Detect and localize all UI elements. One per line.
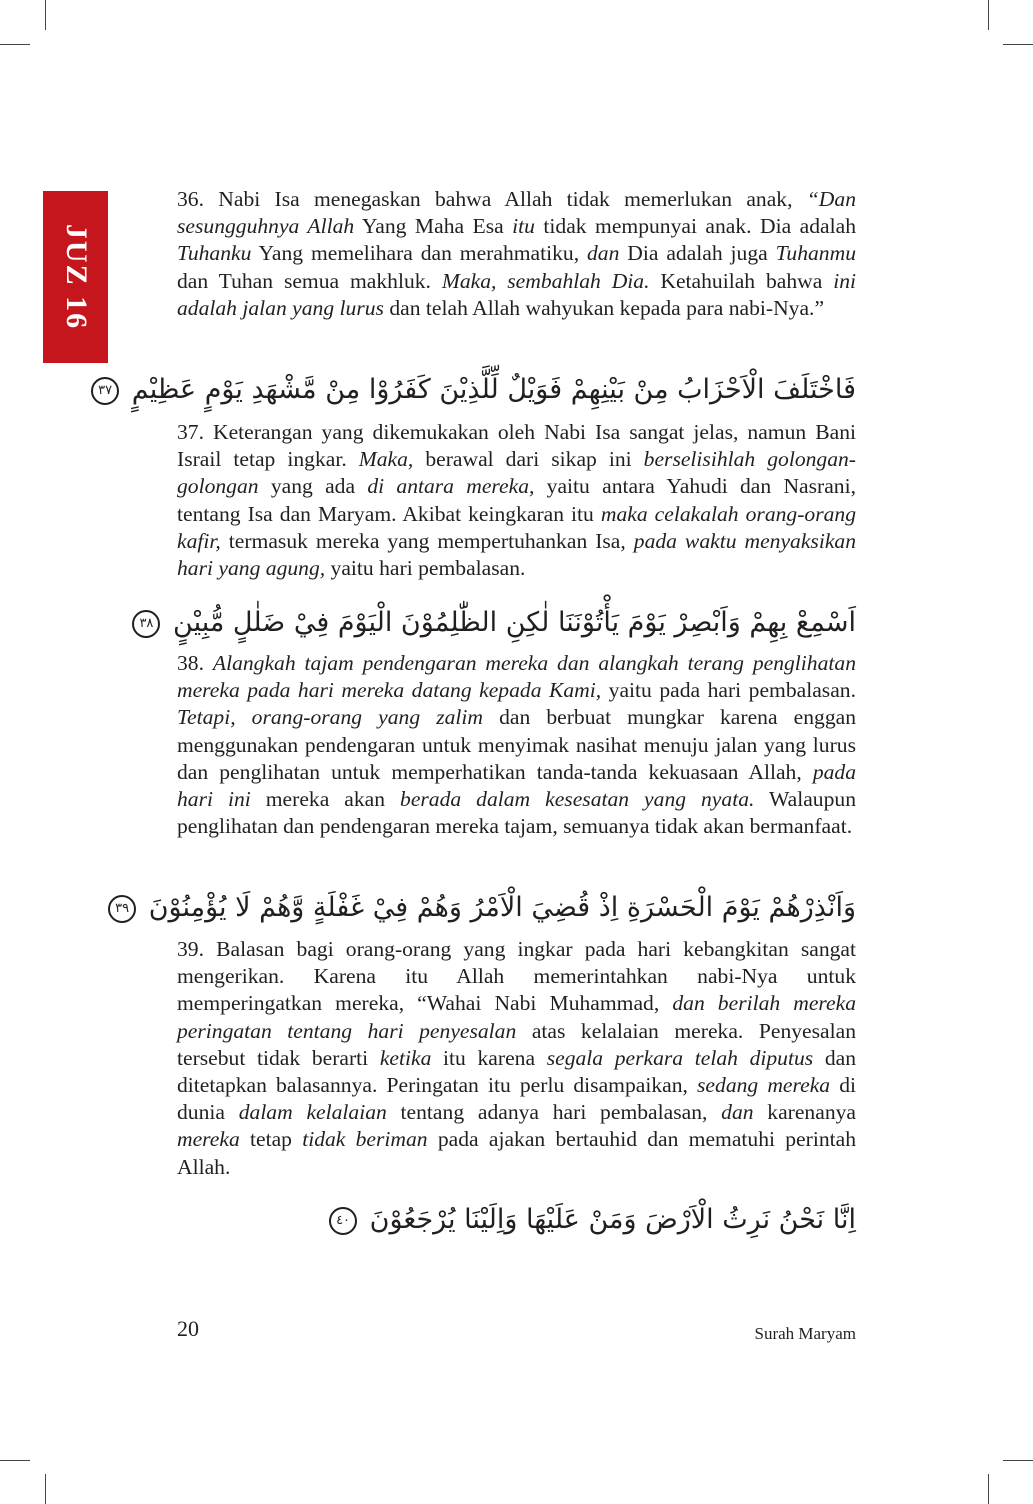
- body-text: Yang Maha Esa: [354, 214, 513, 239]
- arabic-verse-text: فَاخْتَلَفَ الْاَحْزَابُ مِنْ بَيْنِهِمْ فَوَيْلٌ لِّلَّذِيْنَ كَفَرُوْا مِنْ مَّشْهَدِ يَوْمٍ عَظِيْمٍ: [131, 374, 856, 405]
- body-text: tidak mempunyai anak. Dia adalah: [534, 214, 856, 239]
- quran-verse: [98, 368, 856, 412]
- emphasis-text: berada dalam kesesatan yang nyata.: [400, 787, 755, 812]
- running-footer-surah: Surah Maryam: [754, 1324, 856, 1343]
- arabic-verse-text: وَاَنْذِرْهُمْ يَوْمَ الْحَسْرَةِ اِذْ قُضِيَ الْاَمْرُ وَهُمْ فِيْ غَفْلَةٍ وَّهُمْ لَا يُؤْمِنُوْنَ: [148, 892, 856, 923]
- body-text: 38.: [177, 651, 213, 675]
- crop-mark: [0, 44, 30, 45]
- body-text: yaitu hari pembalasan.: [325, 556, 526, 581]
- body-text: yang ada: [258, 474, 368, 499]
- emphasis-text: ketika: [379, 1045, 432, 1070]
- body-text: pada ajakan bertauhid dan mematuhi perintah Allah.: [177, 1127, 856, 1179]
- body-text: berawal dari sikap ini: [413, 447, 644, 472]
- emphasis-text: pada hari ini: [177, 759, 856, 812]
- body-text: Yang memelihara dan merahmatiku,: [251, 241, 587, 266]
- emphasis-text: Tuhanku: [177, 241, 252, 266]
- juz-label: JUZ 16: [59, 223, 93, 331]
- crop-mark: [1003, 44, 1033, 45]
- body-text: karenanya: [753, 1100, 856, 1125]
- emphasis-text: maka celakalah orang-orang kafir,: [177, 501, 856, 553]
- body-text: tetap: [239, 1127, 303, 1152]
- emphasis-text: di antara mereka,: [367, 474, 535, 499]
- body-text: Ketahuilah bahwa: [649, 268, 834, 293]
- emphasis-text: tidak beriman: [302, 1127, 428, 1152]
- body-text: mereka akan: [250, 787, 401, 812]
- verse-number-icon: ٣٩: [108, 895, 136, 923]
- juz-tab: [43, 191, 108, 363]
- verse-number-icon: ٣٨: [132, 610, 160, 638]
- crop-mark: [1003, 1460, 1033, 1461]
- arabic-verse-text: اِنَّا نَحْنُ نَرِثُ الْاَرْضَ وَمَنْ عَلَيْهَا وَاِلَيْنَا يُرْجَعُوْنَ: [369, 1204, 856, 1235]
- arabic-verse-text: اَسْمِعْ بِهِمْ وَاَبْصِرْ يَوْمَ يَأْتُوْنَنَا لٰكِنِ الظّٰلِمُوْنَ الْيَوْمَ فِيْ ضَلٰلٍ مُّبِيْنٍ: [173, 607, 856, 638]
- body-text: 36. Nabi Isa menegaskan bahwa Allah tidak memerlukan anak,: [177, 187, 807, 211]
- commentary-paragraph: [177, 186, 856, 322]
- body-text: yaitu pada hari pembalasan.: [601, 678, 856, 703]
- emphasis-text: dan: [587, 241, 620, 266]
- commentary-paragraph: [177, 419, 856, 582]
- crop-mark: [45, 0, 46, 30]
- crop-mark: [988, 1474, 989, 1504]
- body-text: dan telah Allah wahyukan kepada para nabi-Nya.”: [383, 295, 825, 320]
- emphasis-text: sedang mereka: [697, 1073, 831, 1098]
- emphasis-text: segala perkara telah diputus: [546, 1045, 814, 1070]
- body-text: dan berbuat mungkar karena enggan menggunakan pendengaran untuk menyimak nasihat menuju jalan yang lurus dan penglihatan untuk memperhatikan tanda-tanda kekuasaan Allah,: [177, 705, 856, 784]
- emphasis-text: dalam kelalaian: [238, 1100, 387, 1125]
- emphasis-text: Maka, sembahlah Dia.: [441, 268, 650, 293]
- verse-number-icon: ٣٧: [91, 377, 119, 405]
- commentary-paragraph: [177, 650, 856, 840]
- emphasis-text: Maka,: [358, 447, 414, 472]
- crop-mark: [988, 0, 989, 30]
- emphasis-text: mereka: [177, 1127, 240, 1152]
- body-text: itu karena: [431, 1045, 547, 1070]
- emphasis-text: ini adalah jalan yang lurus: [177, 268, 857, 320]
- emphasis-text: Tetapi, orang-orang yang zalim: [177, 705, 483, 730]
- emphasis-text: Alangkah tajam pendengaran mereka dan alangkah terang penglihatan mereka pada hari mereka datang kepada Kami,: [177, 651, 856, 703]
- emphasis-text: dan: [721, 1100, 754, 1125]
- body-text: di dunia: [177, 1073, 856, 1125]
- emphasis-text: pada waktu menyaksikan hari yang agung,: [177, 528, 856, 581]
- body-text: tentang adanya hari pembalasan,: [386, 1100, 722, 1125]
- emphasis-text: dan berilah mereka peringatan tentang hari penyesalan: [177, 991, 857, 1043]
- crop-mark: [45, 1474, 46, 1504]
- page-number: 20: [177, 1316, 199, 1341]
- commentary-paragraph: [177, 936, 856, 1181]
- emphasis-text: itu: [512, 214, 535, 239]
- body-text: yaitu antara Yahudi dan Nasrani, tentang Isa dan Maryam. Akibat keingkaran itu: [177, 474, 857, 526]
- body-text: termasuk mereka yang mempertuhankan Isa,: [220, 528, 634, 553]
- quran-verse: [139, 601, 856, 645]
- verse-number-icon: ٤٠: [329, 1207, 357, 1235]
- emphasis-text: berselisihlah golongan-golongan: [177, 447, 856, 499]
- emphasis-text: Tuhanmu: [775, 241, 856, 266]
- emphasis-text: “Dan sesungguhnya Allah: [177, 187, 856, 239]
- body-text: dan ditetapkan balasannya. Peringatan itu perlu disampaikan,: [177, 1045, 857, 1098]
- body-text: 37. Keterangan yang dikemukakan oleh Nabi Isa sangat jelas, namun Bani Israil tetap ingkar.: [177, 420, 856, 472]
- body-text: 39. Balasan bagi orang-orang yang ingkar pada hari kebangkitan sangat mengerikan. Karena itu Allah memerintahkan nabi-Nya untuk memperingatkan mereka, “Wahai Nabi Muhammad,: [177, 937, 856, 1016]
- quran-verse: [156, 1198, 856, 1242]
- body-text: atas kelalaian mereka. Penyesalan tersebut tidak berarti: [177, 1018, 856, 1070]
- quran-verse: [115, 886, 856, 930]
- body-text: dan Tuhan semua makhluk.: [177, 268, 442, 293]
- crop-mark: [0, 1460, 30, 1461]
- body-text: Dia adalah juga: [619, 241, 776, 266]
- body-text: Walaupun penglihatan dan pendengaran mereka tajam, semuanya tidak akan bermanfaat.: [177, 787, 856, 839]
